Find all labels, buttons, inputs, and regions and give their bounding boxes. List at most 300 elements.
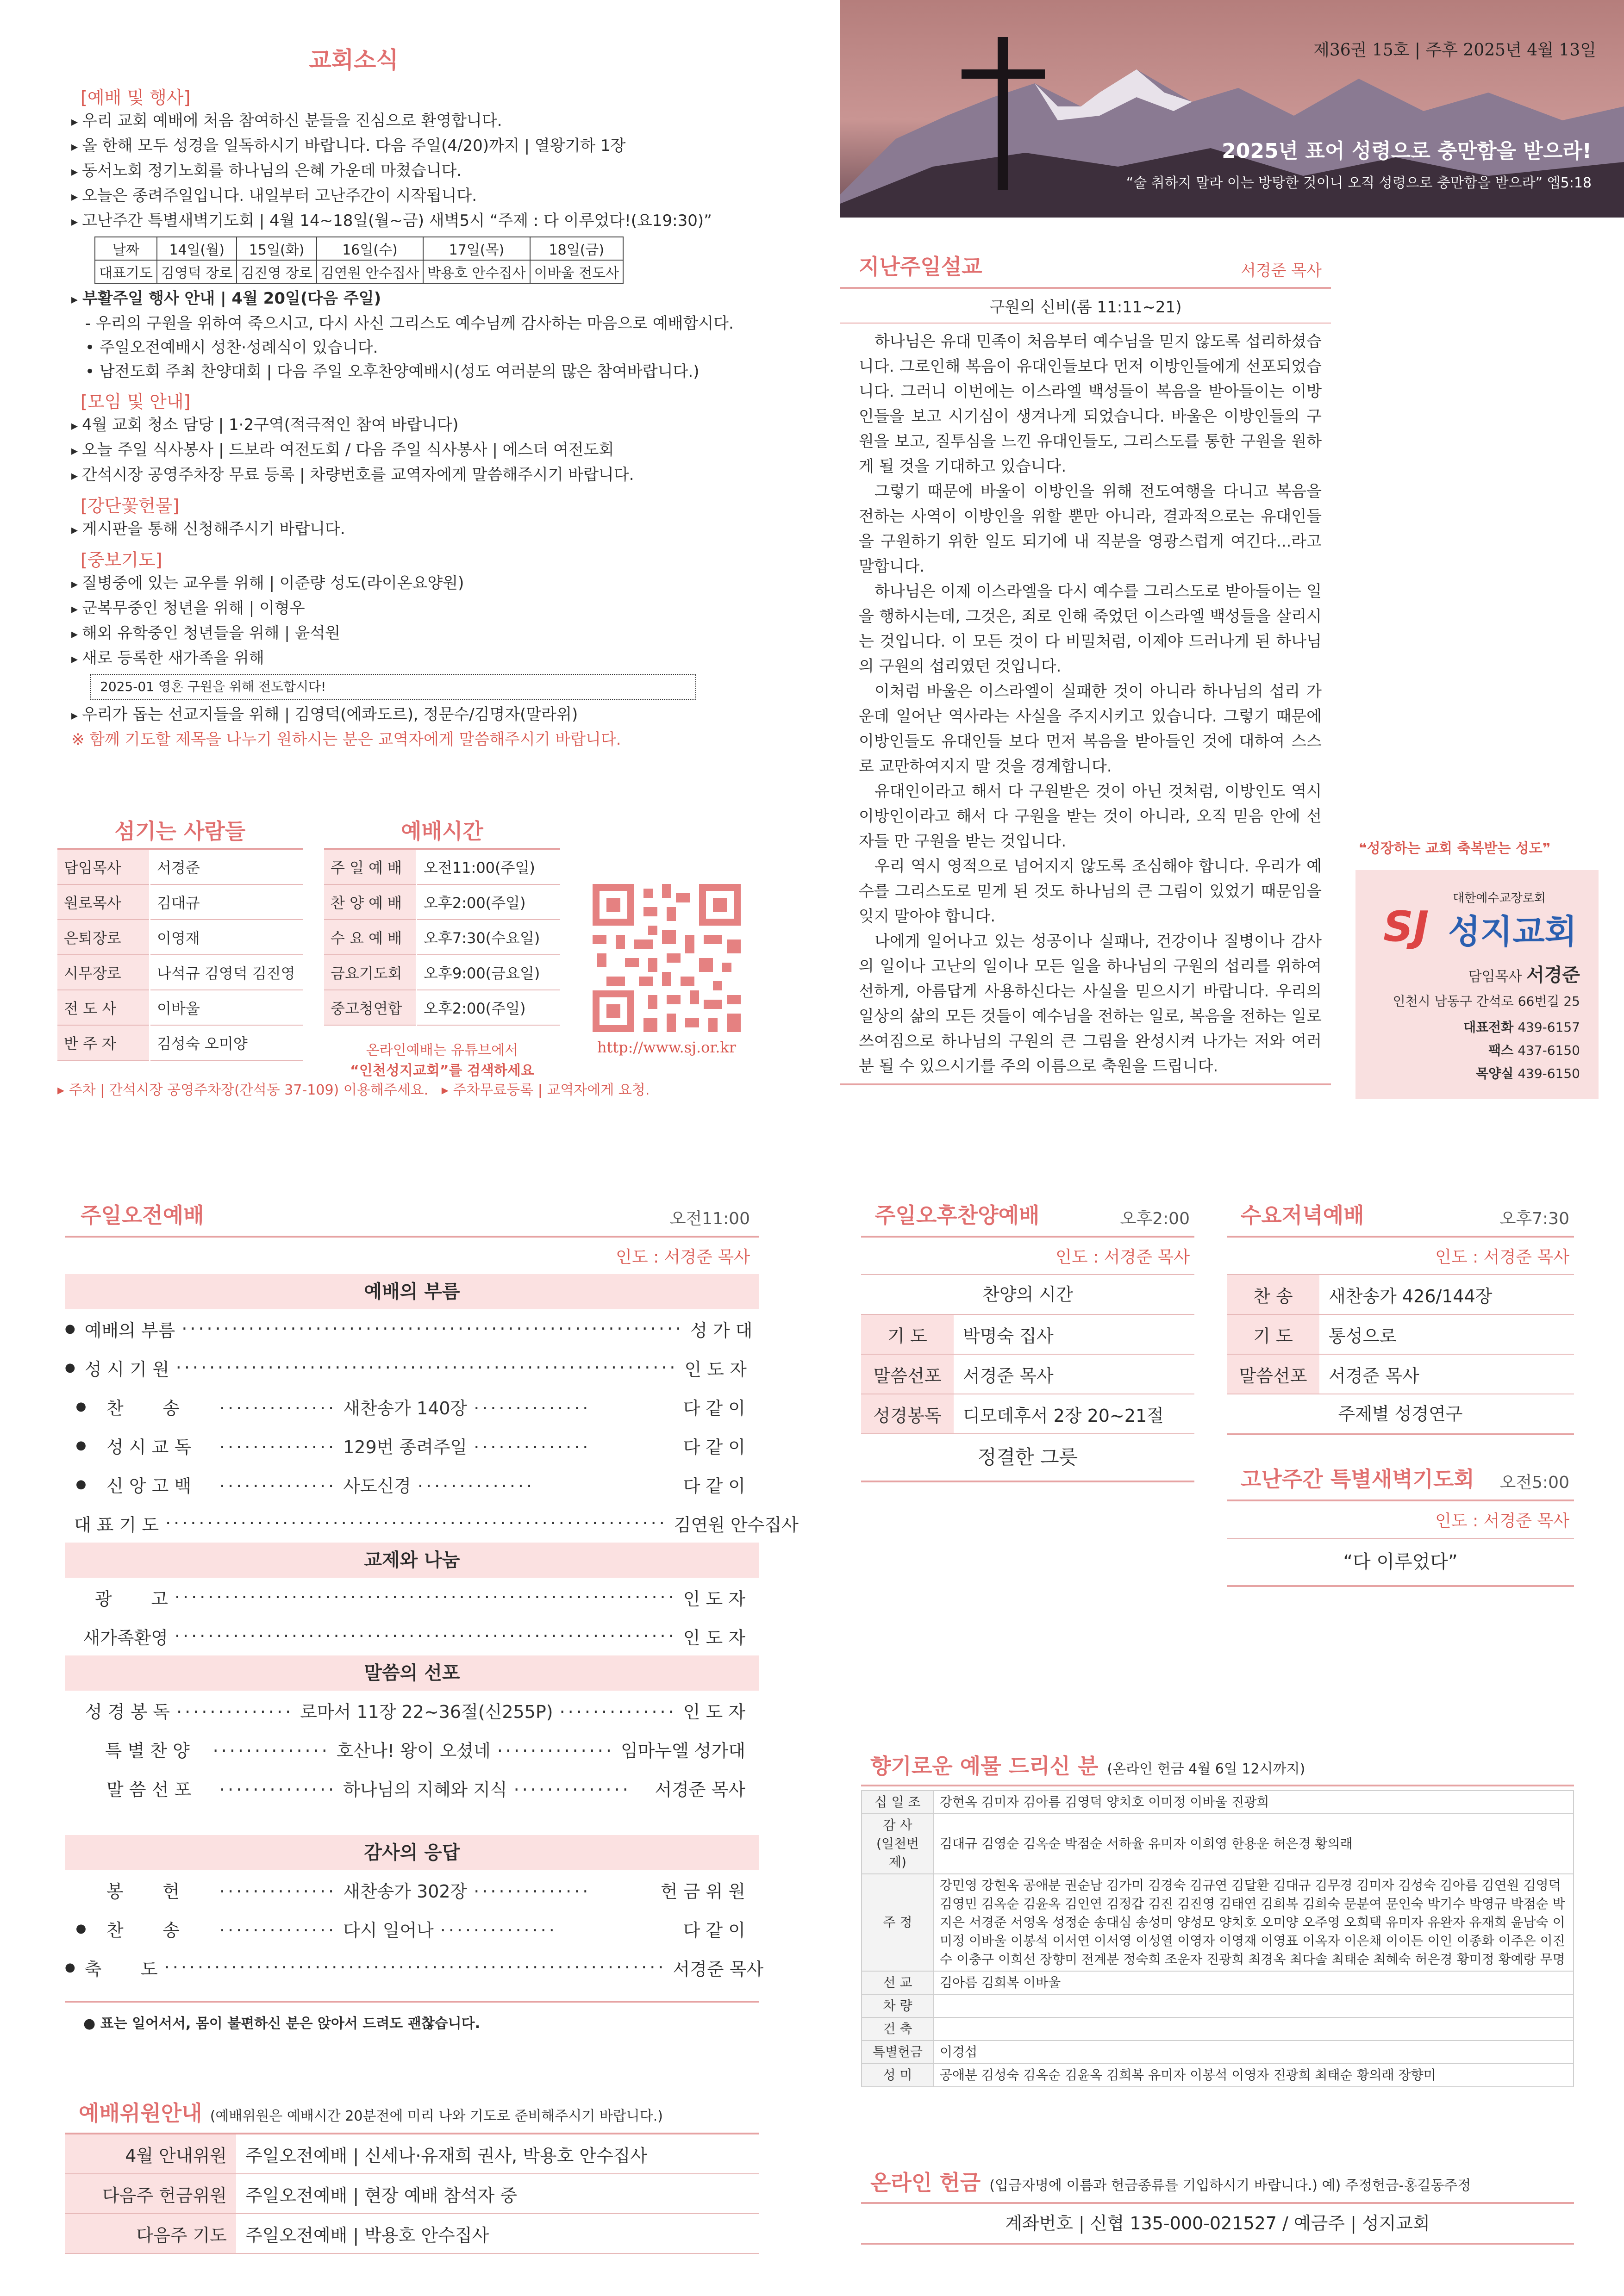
times-table [324, 850, 560, 1026]
church-address: 인천시 남동구 간석로 66번길 25 [1393, 994, 1580, 1009]
am-leader: 인도 : 서경준 목사 [616, 1248, 750, 1267]
am-service [65, 1199, 799, 2041]
bullet: ● [65, 1322, 75, 1336]
dots-left: ·············· [219, 1779, 337, 1800]
order-section-header: 말씀의 선포 [65, 1655, 759, 1691]
row-label: 찬 송 [1227, 1275, 1319, 1314]
dawn-title: 고난주간 특별새벽기도회 [1241, 1467, 1474, 1492]
dots-right: ·············· [474, 1398, 591, 1419]
table-row [862, 1874, 1574, 1971]
dots-left: ···························································· [164, 1957, 667, 1978]
servers-title: 섬기는 사람들 [57, 815, 303, 850]
wed-theme: 주제별 성경연구 [1227, 1394, 1574, 1435]
order-item: 찬 송 [106, 1398, 180, 1419]
table-row [861, 1315, 1194, 1354]
sermon-subtitle: 구원의 신비(롬 11:11~21) [840, 289, 1331, 324]
row-value: 김아름 김희복 이바울 [934, 1971, 1574, 1994]
row-label: 금요기도회 [324, 955, 417, 990]
bullet: ● [75, 1400, 87, 1413]
church-name: 성지교회 [1448, 912, 1577, 951]
table-row [324, 850, 560, 884]
order-row [65, 1909, 759, 1948]
row-value: 강민영 강현옥 공애분 권순남 김가미 김경숙 김규연 김달환 김대규 김무경 김미자 김성숙 김아름 김연원 김영덕 김영민 김옥순 김윤옥 김인연 김정갑 김진 김진영 김태연 김희복 김희숙 문분여 문인숙 박기수 박영규 박점순 박지은 서경준 서영옥 성정순 송대심 송성미 양성모 양치호 오미양 오주영 오희택 유미자 유완자 유재희 윤남숙 이미정 이바울 이봉석 이서연 이서영 이성열 이영자 이영재 이영표 이옥자 이은채 이이든 이인 이종화 이주은 이진수 이충구 이희선 장향미 전계분 정숙희 조운자 진광희 최경옥 최다솔 최태순 최혜숙 허은경 황미정 황예랑 무명 [934, 1874, 1574, 1971]
table-row [57, 990, 303, 1025]
row-label: 말씀선포 [861, 1354, 954, 1394]
pastor-name: 서경준 [1526, 964, 1580, 986]
bullet: ● [75, 1438, 87, 1452]
table-row [324, 955, 560, 990]
offering-title: 향기로운 예물 드리신 분 [870, 1754, 1099, 1779]
order-item: 성 시 기 원 [84, 1359, 169, 1380]
list-item: ▸ 올 한해 모두 성경을 일독하시기 바랍니다. 다음 주일(4/20)까지 | 열왕기하 1장 [71, 134, 752, 159]
sermon-paragraph: 하나님은 이제 이스라엘을 다시 예수를 그리스도로 받아들이는 일을 행하시는데, 그것은, 죄로 인해 죽었던 이스라엘 백성들을 살리시는 것입니다. 이 모든 것이 다 비밀처럼, 이제야 드러나게 된 하나님의 구원의 섭리였던 것입니다. [859, 582, 1322, 676]
row-value: 김성숙 오미양 [150, 1025, 303, 1060]
servers-table [57, 850, 303, 1061]
order-row [65, 1426, 759, 1465]
row-label: 주 정 [862, 1874, 934, 1971]
row-value: 서경준 목사 [954, 1354, 1194, 1394]
worship-list [71, 109, 752, 234]
order-dots [176, 1357, 678, 1378]
order-dots [219, 1916, 677, 1941]
table-row [862, 1971, 1574, 1994]
order-item: 봉 헌 [106, 1881, 180, 1902]
meeting-heading: [모임 및 안내] [81, 392, 191, 412]
list-item: • 남전도회 주최 찬양대회 | 다음 주일 오후찬양예배시(성도 여러분의 많은 참여바랍니다.) [85, 362, 700, 381]
dots-left: ·············· [219, 1881, 337, 1902]
intercession-list [71, 571, 752, 671]
row-value: 오후7:30(수요일) [417, 920, 561, 955]
row-label: 은퇴장로 [57, 920, 150, 955]
row-label: 감 사 (일천번제) [862, 1814, 934, 1874]
order-person: 인 도 자 [684, 1359, 747, 1380]
table-row [57, 884, 303, 920]
pm-praise: 찬양의 시간 [861, 1274, 1194, 1315]
prayer-table-row [95, 260, 623, 283]
order-section-header: 감사의 응답 [65, 1835, 759, 1870]
order-dots [176, 1698, 677, 1723]
table-row [1227, 1314, 1574, 1354]
offering-sub: (온라인 헌금 4월 6일 12시까지) [1107, 1761, 1305, 1777]
dots-right: ·············· [513, 1779, 631, 1800]
pm-leader: 인도 : 서경준 목사 [1056, 1248, 1190, 1267]
online-offering-sub: (입금자명에 이름과 헌금종류를 기입하시기 바랍니다.) 예) 주정헌금-홍길동주정 [989, 2178, 1471, 2194]
row-value: 통성으로 [1319, 1314, 1574, 1354]
row-value: 이바울 [150, 990, 303, 1025]
row-value: 디모데후서 2장 20~21절 [954, 1394, 1194, 1434]
wed-title: 수요저녁예배 [1241, 1203, 1364, 1228]
order-person: 인 도 자 [683, 1588, 745, 1609]
list-item: ▸ 군복무중인 청년을 위해 | 이형우 [71, 596, 752, 621]
order-row [65, 1504, 799, 1543]
row-value: 서경준 [150, 850, 303, 884]
pm-time: 오후2:00 [1120, 1209, 1190, 1228]
order-item: 성 시 교 독 [106, 1437, 192, 1457]
row-value [934, 1994, 1574, 2017]
row-value: 주일오전예배 | 신세나·유재희 권사, 박용호 안수집사 [236, 2134, 759, 2174]
order-person: 다 같 이 [683, 1398, 745, 1419]
evangelism-box: 2025-01 영혼 구원을 위해 전도합시다! [90, 674, 696, 700]
row-value: 나석규 김영덕 김진영 [150, 955, 303, 990]
table-cell: 김진영 장로 [237, 260, 316, 283]
table-row [861, 1394, 1194, 1434]
list-item: - 우리의 구원을 위하여 죽으시고, 다시 사신 그리스도 예수님께 감사하는 마음으로 예배합시다. [85, 314, 734, 333]
table-cell: 17일(목) [423, 237, 530, 260]
order-content: 호산나! 왕이 오셨네 [336, 1740, 491, 1761]
order-row [65, 1870, 759, 1909]
order-row [65, 1730, 759, 1768]
list-item: ▸ 동서노회 정기노회를 하나님의 은혜 가운데 마쳤습니다. [71, 159, 752, 184]
row-label: 4월 안내위원 [65, 2134, 236, 2174]
row-label: 건 축 [862, 2017, 934, 2041]
wed-time: 오후7:30 [1499, 1209, 1569, 1228]
dawn-service [1227, 1462, 1574, 1587]
sermon-paragraph: 하나님은 유대 민족이 처음부터 예수님을 믿지 않도록 섭리하셨습니다. 그로인해 복음이 유대인들보다 먼저 이방인들에게 선포되었습니다. 그러니 이번에는 이스라엘 백성들이 복음을 받아들이는 이방인들을 보고 시기심이 생겨나게 되었습니다. 바울은 이방인들의 구원을 보고, 질투심을 느낀 유대인들도, 그리스도를 통한 구원을 원하게 될 것을 기대하고 있습니다. [859, 332, 1322, 476]
pastor-label: 담임목사 [1468, 969, 1522, 985]
order-item: 새가족환영 [83, 1627, 168, 1648]
table-row [861, 1354, 1194, 1394]
table-cell: 김연원 안수집사 [317, 260, 423, 283]
easter-details [85, 311, 752, 384]
order-content: 하나님의 지혜와 지식 [343, 1779, 507, 1800]
row-value: 오후9:00(금요일) [417, 955, 561, 990]
row-value: 오후2:00(주일) [417, 990, 561, 1025]
office-label: 목양실 [1476, 1066, 1514, 1081]
row-label: 담임목사 [57, 850, 150, 884]
order-row [65, 1348, 759, 1387]
row-label: 차 량 [862, 1994, 934, 2017]
dots-left: ···························································· [174, 1587, 677, 1607]
office-phone: 439-6150 [1518, 1066, 1580, 1081]
sermon-paragraph: 그렇기 때문에 바울이 이방인을 위해 전도여행을 다니고 복음을 전하는 사역이 이방인을 위할 뿐만 아니라, 결과적으로는 유대인들을 구원하기 위한 일도 되기에 내 직분을 영광스럽게 여긴다...라고 말합니다. [859, 482, 1322, 576]
table-cell: 18일(금) [530, 237, 623, 260]
table-row [57, 1025, 303, 1060]
committee-table [65, 2134, 759, 2254]
dots-left: ·············· [219, 1398, 337, 1419]
order-person: 서경준 목사 [655, 1779, 745, 1800]
wed-leader: 인도 : 서경준 목사 [1435, 1248, 1569, 1267]
row-label: 십 일 조 [862, 1791, 934, 1814]
dots-left: ·············· [219, 1437, 337, 1457]
table-row [65, 2134, 759, 2174]
committee-title: 예배위원안내 [79, 2101, 202, 2126]
row-label: 기 도 [861, 1315, 954, 1354]
row-label: 성 미 [862, 2064, 934, 2087]
row-value: 서경준 목사 [1319, 1354, 1574, 1394]
table-row [862, 1994, 1574, 2017]
list-item: ▸ 게시판을 통해 신청해주시기 바랍니다. [71, 517, 752, 542]
online-offering-title: 온라인 헌금 [870, 2170, 981, 2195]
row-label: 선 교 [862, 1971, 934, 1994]
dots-right: ·············· [474, 1881, 591, 1902]
times-section [324, 815, 560, 1079]
table-cell: 김영덕 장로 [157, 260, 237, 283]
row-value: 이경섭 [934, 2041, 1574, 2064]
table-row [862, 2017, 1574, 2041]
row-label: 시무장로 [57, 955, 150, 990]
dots-left: ···························································· [181, 1319, 684, 1339]
dots-right: ·············· [440, 1920, 557, 1941]
list-item: ▸ 해외 유학중인 청년들을 위해 | 윤석원 [71, 621, 752, 646]
news-title: 교회소식 [309, 47, 399, 74]
order-person: 헌 금 위 원 [660, 1881, 745, 1902]
order-content: 사도신경 [343, 1475, 411, 1496]
prayer-note: ※ 함께 기도할 제목을 나누기 원하시는 분은 교역자에게 말씀해주시기 바랍니다. [71, 730, 621, 749]
row-value: 김대규 [150, 884, 303, 920]
order-dots [219, 1433, 677, 1458]
order-item: 성 경 봉 독 [85, 1701, 170, 1722]
row-value: 주일오전예배 | 박용호 안수집사 [236, 2214, 759, 2253]
order-person: 서경준 목사 [673, 1959, 764, 1979]
row-label: 특별헌금 [862, 2041, 934, 2064]
row-label: 성경봉독 [861, 1394, 954, 1434]
table-row [65, 2174, 759, 2214]
easter-notice: ▸ 부활주일 행사 안내 | 4월 20일(다음 주일) [71, 286, 752, 311]
order-item: 축 도 [84, 1959, 158, 1979]
times-title: 예배시간 [324, 815, 560, 850]
order-dots [219, 1472, 677, 1497]
order-person: 다 같 이 [683, 1437, 745, 1457]
row-value: 이영재 [150, 920, 303, 955]
order-person: 임마누엘 성가대 [620, 1740, 745, 1761]
dots-left: ·············· [219, 1920, 337, 1941]
order-dots [219, 1775, 648, 1801]
online-notice-2: “인천성지교회”를 검색하세요 [350, 1063, 534, 1079]
fax: 437-6150 [1518, 1043, 1580, 1058]
phone-label: 대표전화 [1463, 1020, 1514, 1035]
table-cell: 박용호 안수집사 [423, 260, 530, 283]
denomination: 대한예수교장로회 [1453, 891, 1546, 905]
dots-left: ·············· [219, 1475, 337, 1496]
order-item: 신 앙 고 백 [106, 1475, 192, 1496]
order-item: 광 고 [94, 1588, 168, 1609]
parking-notice: ▸ 주차 | 간석시장 공영주차장(간석동 37-109) 이용해주세요. ▸ 주차무료등록 | 교역자에게 요청. [57, 1082, 650, 1098]
motto-verse: “술 취하지 말라 이는 방탕한 것이니 오직 성령으로 충만함을 받으라” 엡5:18 [1126, 175, 1592, 191]
order-person: 인 도 자 [683, 1701, 745, 1722]
list-item: ▸ 질병중에 있는 교우를 위해 | 이준량 성도(라이온요양원) [71, 571, 752, 596]
table-row [57, 850, 303, 884]
flower-heading: [강단꽃헌물] [81, 496, 180, 516]
prayer-table-header [95, 237, 623, 260]
row-label: 주 일 예 배 [324, 850, 417, 884]
header-banner [840, 0, 1624, 218]
order-row [65, 1768, 759, 1807]
order-content: 새찬송가 140장 [343, 1398, 468, 1419]
table-row [57, 920, 303, 955]
phone: 439-6157 [1518, 1020, 1580, 1035]
dots-right: ·············· [559, 1701, 677, 1722]
church-card [1355, 870, 1599, 1099]
order-person: 성 가 대 [690, 1320, 753, 1341]
order-row [65, 1948, 764, 1987]
sermon-preacher: 서경준 목사 [1240, 261, 1322, 280]
order-content: 로마서 11장 22~36절(신255P) [300, 1701, 553, 1722]
table-cell: 14일(월) [157, 237, 237, 260]
dots-left: ·············· [212, 1740, 330, 1761]
wed-service [1227, 1199, 1574, 1435]
table-row [862, 1814, 1574, 1874]
dots-left: ···························································· [175, 1357, 678, 1378]
order-dots [181, 1319, 684, 1339]
bullet: ● [75, 1922, 87, 1935]
table-row [862, 2064, 1574, 2087]
row-label: 반 주 자 [57, 1025, 150, 1060]
row-value: 오후2:00(주일) [417, 884, 561, 920]
wed-table [1227, 1274, 1574, 1394]
sermon-paragraph: 이처럼 바울은 이스라엘이 실패한 것이 아니라 하나님의 섭리 가운데 일어난 역사라는 사실을 주지시키고 있습니다. 그렇기 때문에 이방인들도 유대인들 보다 먼저 복음을 받아들인 것에 대하여 스스로 교만하여지지 말 것을 경계합니다. [859, 682, 1322, 776]
online-offering [861, 2166, 1574, 2245]
pm-service [861, 1199, 1194, 1482]
bank-account: 계좌번호 | 신협 135-000-021527 / 예금주 | 성지교회 [861, 2204, 1574, 2245]
am-order [65, 1274, 799, 1987]
table-row [57, 955, 303, 990]
church-news [57, 42, 752, 752]
order-dots [175, 1587, 677, 1607]
qr-code-icon[interactable] [588, 879, 745, 1037]
sermon-body [840, 324, 1331, 1079]
sermon-paragraph: 나에게 일어나고 있는 성공이나 실패나, 건강이나 질병이나 감사의 일이나 고난의 일이나 모든 일을 하나님의 구원의 섭리를 위하여 선하게, 아름답게 사용하신다는 사실을 믿으시기 바랍니다. 우리의 일상의 삶의 모든 것들이 예수님을 전하는 일로, 복음을 전하는 일로 쓰여짐으로 하나님의 구원의 큰 그림을 완성시켜 나가는 저와 여러분 될 수 있으시기를 주의 이름으로 축원을 드립니다. [859, 932, 1322, 1076]
pm-title: 주일오후찬양예배 [875, 1203, 1040, 1228]
order-content: 다시 일어나 [343, 1920, 434, 1941]
order-item: 대 표 기 도 [74, 1514, 159, 1535]
order-dots [175, 1626, 677, 1646]
order-row [65, 1691, 759, 1730]
order-row [65, 1617, 759, 1655]
fax-label: 팩스 [1488, 1043, 1514, 1058]
row-value: 오전11:00(주일) [417, 850, 561, 884]
list-item: ▸ 4월 교회 청소 담당 | 1·2구역(적극적인 참여 바랍니다) [71, 413, 752, 438]
worship-heading: [예배 및 행사] [81, 87, 191, 108]
table-cell: 이바울 전도사 [530, 260, 623, 283]
order-item: 예배의 부름 [84, 1320, 175, 1341]
order-section-header: 예배의 부름 [65, 1274, 759, 1309]
dots-left: ·············· [176, 1701, 294, 1722]
offering-table [861, 1790, 1574, 2087]
order-dots [213, 1736, 614, 1762]
sermon-section [840, 250, 1331, 1085]
offering-section [861, 1749, 1574, 2087]
table-row [324, 884, 560, 920]
order-person: 인 도 자 [683, 1627, 745, 1648]
missionaries: ▸ 우리가 돕는 선교지들을 위해 | 김영덕(에콰도르), 정문수/김명자(말라위) [71, 703, 752, 728]
sermon-paragraph: 유대인이라고 해서 다 구원받은 것이 아닌 것처럼, 이방인도 역시 이방인이라고 해서 다 구원을 받는 것이 아니라, 오직 믿음 안에 선 자들 만 구원을 받는 것입니다. [859, 782, 1322, 851]
row-label: 전 도 사 [57, 990, 150, 1025]
order-section-header: 교제와 나눔 [65, 1543, 759, 1578]
bullet: ● [65, 1960, 75, 1974]
order-person: 다 같 이 [683, 1475, 745, 1496]
bullet: ● [75, 1477, 87, 1491]
table-row [324, 920, 560, 955]
order-dots [219, 1877, 654, 1903]
pm-theme: 정결한 그릇 [861, 1434, 1194, 1482]
order-person: 다 같 이 [683, 1920, 745, 1941]
prayer-table [94, 236, 624, 284]
table-row [862, 1791, 1574, 1814]
pm-table [861, 1315, 1194, 1434]
meeting-list [71, 413, 752, 488]
issue-info: 제36권 15호 | 주후 2025년 4월 13일 [1313, 41, 1596, 60]
row-value: 공애분 김성숙 김옥순 김윤옥 김희복 유미자 이봉석 이영자 진광희 최태순 황의래 장향미 [934, 2064, 1574, 2087]
row-label: 찬 양 예 배 [324, 884, 417, 920]
dawn-leader: 인도 : 서경준 목사 [1227, 1501, 1574, 1539]
table-cell: 대표기도 [95, 260, 157, 283]
bullet: ● [65, 1361, 75, 1375]
order-item: 말 씀 선 포 [106, 1779, 192, 1800]
list-item: ▸ 고난주간 특별새벽기도회 | 4월 14~18일(월~금) 새벽5시 “주제 : 다 이루었다!(요19:30)” [71, 209, 752, 234]
am-title: 주일오전예배 [81, 1203, 204, 1228]
order-row [65, 1465, 759, 1504]
dots-right: ·············· [497, 1740, 614, 1761]
order-dots [165, 1513, 668, 1533]
list-item: ▸ 오늘은 종려주일입니다. 내일부터 고난주간이 시작됩니다. [71, 184, 752, 209]
intercession-heading: [중보기도] [81, 550, 162, 570]
table-row [1227, 1275, 1574, 1314]
qr-block[interactable] [588, 879, 745, 1056]
dots-left: ···························································· [174, 1626, 677, 1646]
row-value: 강현옥 김미자 김아름 김영덕 양치호 이미정 이바울 진광희 [934, 1791, 1574, 1814]
dawn-time: 오전5:00 [1499, 1473, 1569, 1492]
flower-list [71, 517, 752, 542]
dots-right: ·············· [474, 1437, 591, 1457]
church-tagline: ❝성장하는 교회 축복받는 성도❞ [1359, 840, 1551, 857]
church-logo-icon: SJ [1383, 902, 1429, 951]
row-label: 다음주 헌금위원 [65, 2174, 236, 2214]
row-label: 중고청연합 [324, 990, 417, 1025]
list-item: ▸ 새로 등록한 새가족을 위해 [71, 646, 752, 671]
row-value: 주일오전예배 | 현장 예배 참석자 중 [236, 2174, 759, 2214]
table-row [862, 2041, 1574, 2064]
table-row [1227, 1354, 1574, 1394]
order-content: 129번 종려주일 [343, 1437, 468, 1457]
dots-left: ···························································· [165, 1513, 668, 1533]
am-time: 오전11:00 [669, 1209, 750, 1228]
list-item: ▸ 우리 교회 예배에 처음 참여하신 분들을 진심으로 환영합니다. [71, 109, 752, 134]
year-motto: 2025년 표어 성령으로 충만함을 받으라! [1222, 139, 1592, 163]
website-link[interactable]: http://www.sj.or.kr [597, 1039, 737, 1056]
order-row [65, 1387, 759, 1426]
table-cell: 15일(화) [237, 237, 316, 260]
order-person: 김연원 안수집사 [674, 1514, 799, 1535]
dawn-theme: “다 이루었다” [1227, 1539, 1574, 1587]
table-cell: 날짜 [95, 237, 157, 260]
order-dots [219, 1394, 677, 1419]
row-value: 새찬송가 426/144장 [1319, 1275, 1574, 1314]
dots-right: ·············· [417, 1475, 535, 1496]
row-value [934, 2017, 1574, 2041]
order-row [65, 1578, 759, 1617]
row-label: 원로목사 [57, 884, 150, 920]
row-value: 김대규 김영순 김옥순 박점순 서하율 유미자 이희영 한용운 허은경 황의래 [934, 1814, 1574, 1874]
list-item: • 주일오전예배시 성찬·성례식이 있습니다. [85, 338, 378, 357]
table-cell: 16일(수) [317, 237, 423, 260]
order-content: 새찬송가 302장 [343, 1881, 468, 1902]
sermon-title: 지난주일설교 [859, 254, 982, 279]
order-dots [164, 1957, 667, 1978]
order-row [65, 1309, 759, 1348]
table-row [65, 2214, 759, 2253]
am-note: ● 표는 일어서서, 몸이 불편하신 분은 앉아서 드려도 괜찮습니다. [65, 2001, 759, 2041]
row-label: 기 도 [1227, 1314, 1319, 1354]
row-value: 박명숙 집사 [954, 1315, 1194, 1354]
row-label: 수 요 예 배 [324, 920, 417, 955]
list-item: ▸ 오늘 주일 식사봉사 | 드보라 여전도회 / 다음 주일 식사봉사 | 에스더 여전도회 [71, 438, 752, 463]
sermon-paragraph: 우리 역시 영적으로 넘어지지 않도록 조심해야 합니다. 우리가 예수를 그리스도로 믿게 된 것도 하나님의 큰 그림이 있었기 때문임을 잊지 말아야 합니다. [859, 857, 1322, 926]
order-item: 특 별 찬 양 [105, 1740, 190, 1761]
servers-section [57, 815, 303, 1061]
online-notice-1: 온라인예배는 유튜브에서 [366, 1042, 518, 1058]
committee-section [65, 2097, 759, 2254]
list-item: ▸ 간석시장 공영주차장 무료 등록 | 차량번호를 교역자에게 말씀해주시기 바랍니다. [71, 463, 752, 488]
